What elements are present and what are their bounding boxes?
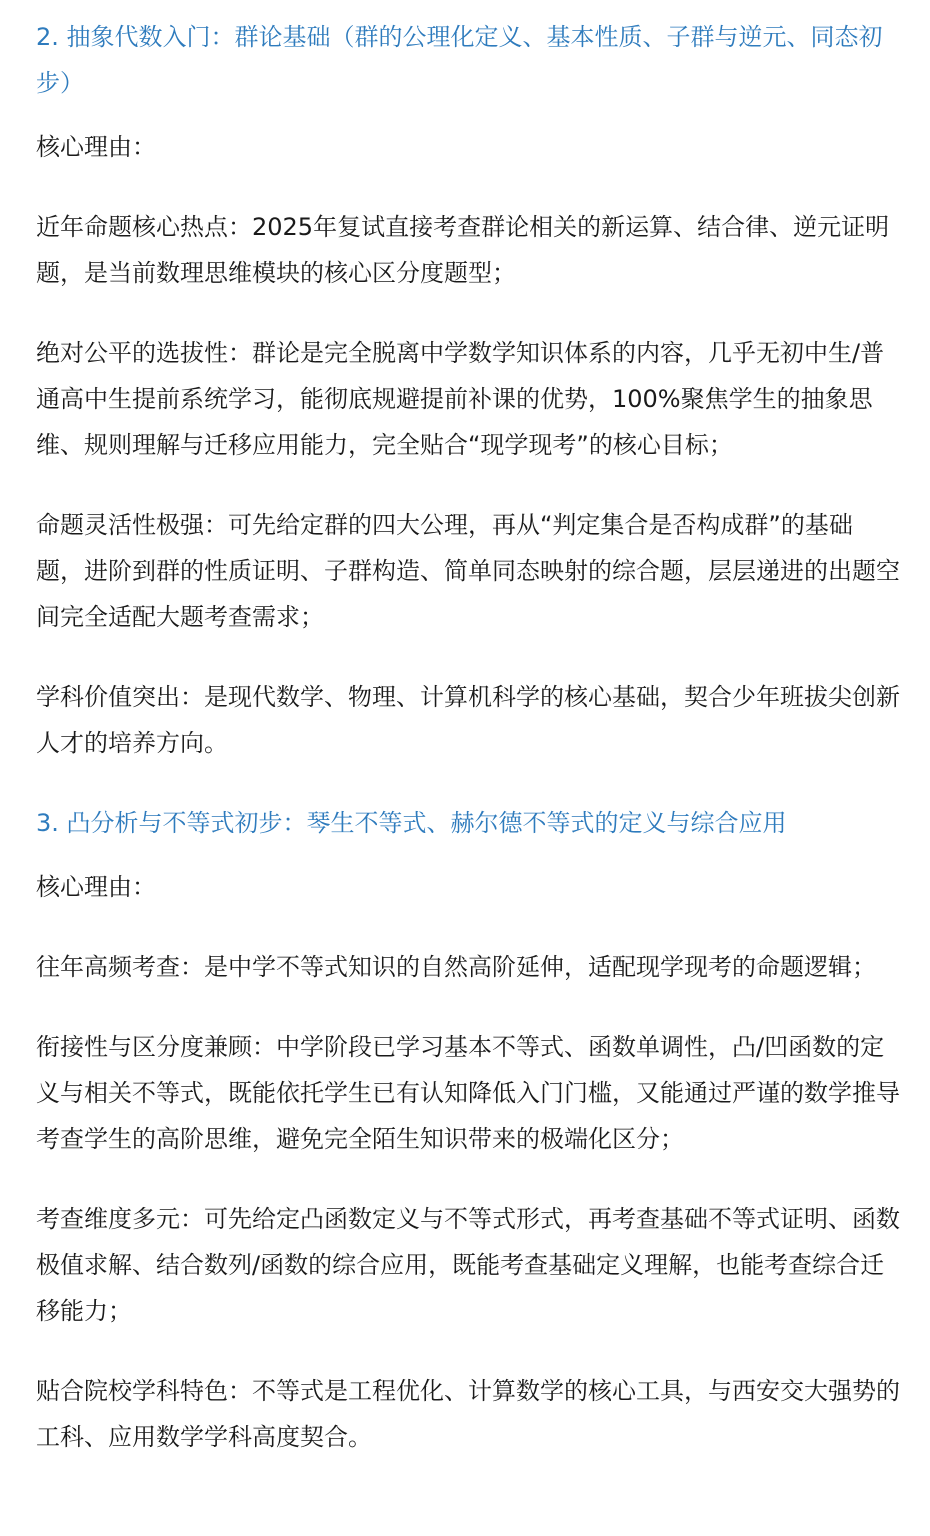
paragraph: 衔接性与区分度兼顾：中学阶段已学习基本不等式、函数单调性，凸/凹函数的定义与相关不等式，既能依托学生已有认知降低入门门槛，又能通过严谨的数学推导考查学生的高阶思维，避免完全陌生知识带来的极端化区分； — [36, 1033, 900, 1153]
paragraph: 考查维度多元：可先给定凸函数定义与不等式形式，再考查基础不等式证明、函数极值求解、结合数列/函数的综合应用，既能考查基础定义理解，也能考查综合迁移能力； — [36, 1205, 900, 1325]
core-reason-label: 核心理由： — [36, 133, 156, 161]
section-heading-3: 3. 凸分析与不等式初步：琴生不等式、赫尔德不等式的定义与综合应用 — [36, 809, 787, 837]
paragraph: 学科价值突出：是现代数学、物理、计算机科学的核心基础，契合少年班拔尖创新人才的培养方向。 — [36, 683, 900, 757]
paragraph: 贴合院校学科特色：不等式是工程优化、计算数学的核心工具，与西安交大强势的工科、应用数学学科高度契合。 — [36, 1377, 900, 1451]
paragraph: 命题灵活性极强：可先给定群的四大公理，再从“判定集合是否构成群”的基础题，进阶到群的性质证明、子群构造、简单同态映射的综合题，层层递进的出题空间完全适配大题考查需求； — [36, 511, 900, 631]
section-heading-2: 2. 抽象代数入门：群论基础（群的公理化定义、基本性质、子群与逆元、同态初步） — [36, 23, 883, 97]
paragraph: 绝对公平的选拔性：群论是完全脱离中学数学知识体系的内容，几乎无初中生/普通高中生提前系统学习，能彻底规避提前补课的优势，100%聚焦学生的抽象思维、规则理解与迁移应用能力，完全贴合“现学现考”的核心目标； — [36, 339, 885, 459]
paragraph: 往年高频考查：是中学不等式知识的自然高阶延伸，适配现学现考的命题逻辑； — [36, 953, 876, 981]
paragraph: 近年命题核心热点：2025年复试直接考查群论相关的新运算、结合律、逆元证明题，是当前数理思维模块的核心区分度题型； — [36, 213, 890, 287]
core-reason-label: 核心理由： — [36, 873, 156, 901]
